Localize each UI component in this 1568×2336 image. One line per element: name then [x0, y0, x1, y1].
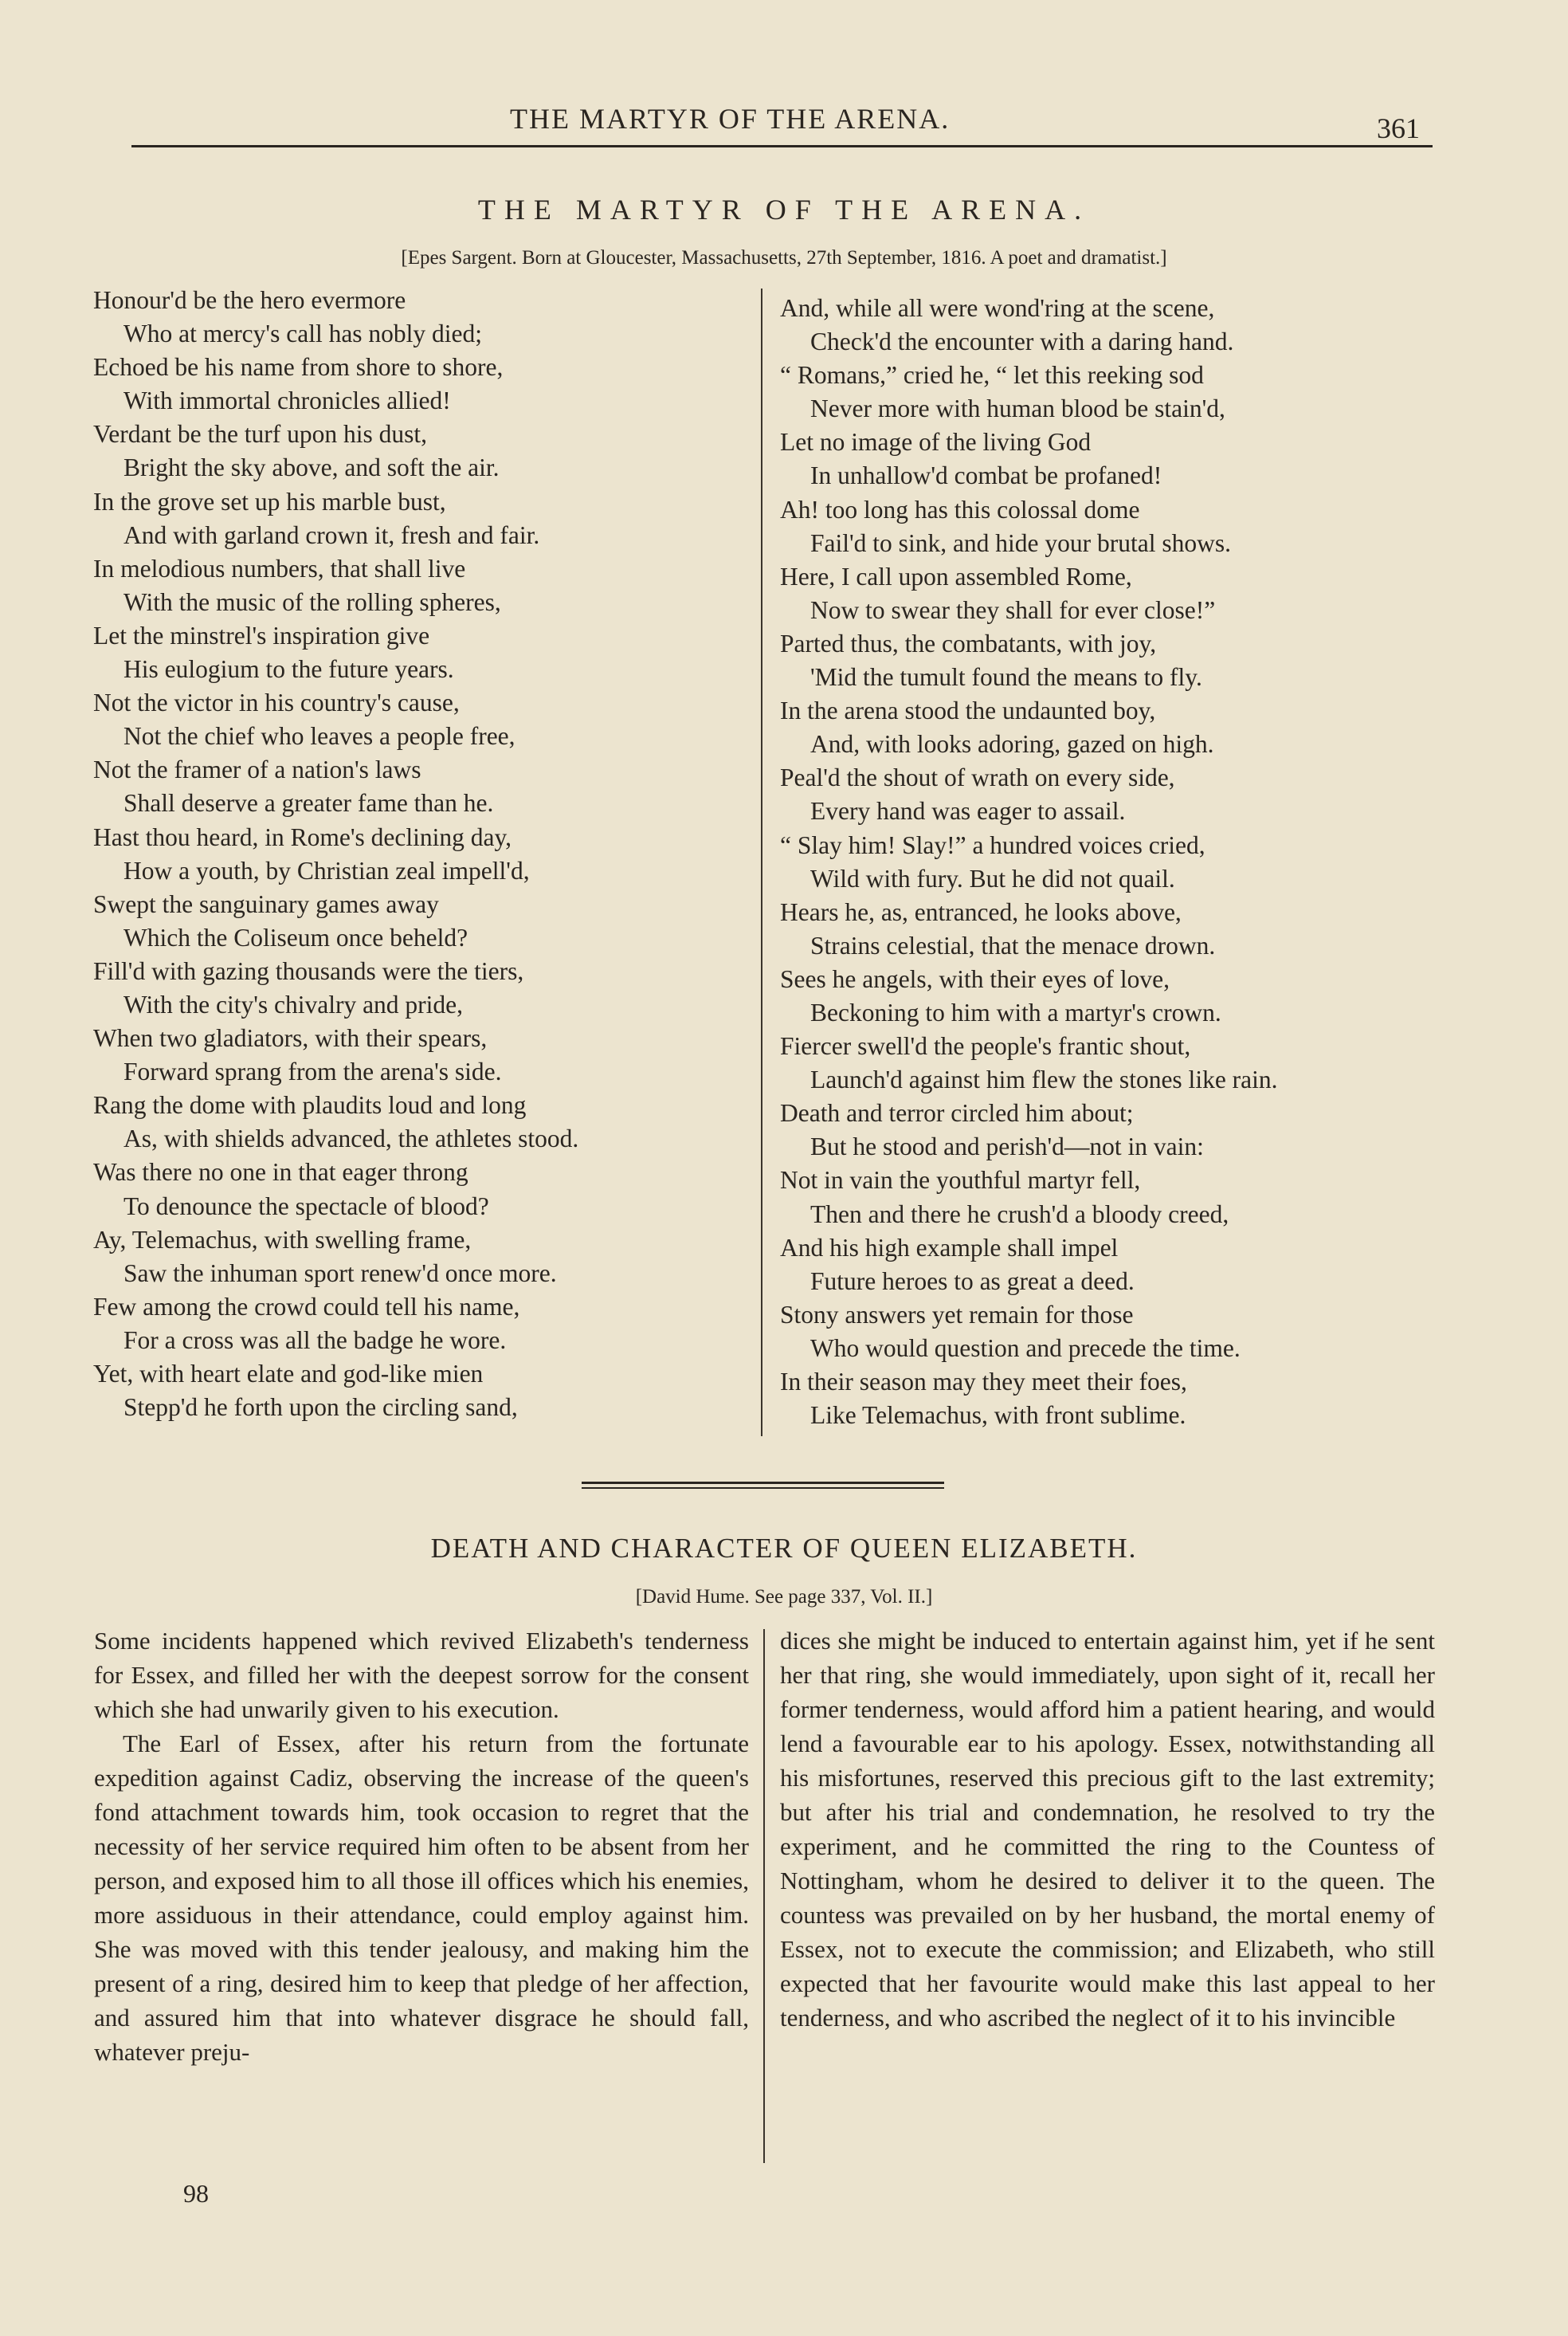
- poem-line: “ Romans,” cried he, “ let this reeking sod: [780, 361, 1204, 390]
- poem-attribution: [Epes Sargent. Born at Gloucester, Massachusetts, 27th September, 1816. A poet and dramatist.]: [401, 247, 1167, 269]
- essay-paragraph: The Earl of Essex, after his return from the fortunate expedition against Cadiz, observing the increase of the queen's fond attachment towards him, took occasion to regret that the necessity of her service required him often to be absent from her person, and exposed him to all those ill offices which his enemies, more assiduous in their attendance, could employ against him. She was moved with this tender jealousy, and making him the present of a ring, desired him to keep that pledge of her affection, and assured him that into whatever disgrace he should fall, whatever preju-: [94, 1729, 749, 2066]
- poem-line: Fill'd with gazing thousands were the tiers,: [93, 956, 524, 985]
- poem-line: With the city's chivalry and pride,: [123, 990, 464, 1019]
- poem-line: Forward sprang from the arena's side.: [123, 1058, 502, 1086]
- essay-right-column: [780, 1623, 1435, 2035]
- poem-line: Here, I call upon assembled Rome,: [780, 562, 1132, 591]
- poem-line: And, while all were wond'ring at the scene,: [780, 294, 1215, 322]
- poem-line: Saw the inhuman sport renew'd once more.: [123, 1258, 557, 1287]
- poem-line: Not the framer of a nation's laws: [93, 756, 421, 784]
- poem-line: Which the Coliseum once beheld?: [123, 923, 468, 952]
- poem-line: Hast thou heard, in Rome's declining day,: [93, 823, 512, 851]
- poem-line: Strains celestial, that the menace drown.: [810, 931, 1216, 960]
- poem-line: Verdant be the turf upon his dust,: [93, 420, 428, 449]
- poem-line: For a cross was all the badge he wore.: [123, 1325, 507, 1354]
- poem-line: Let no image of the living God: [780, 428, 1092, 457]
- poem-title: THE MARTYR OF THE ARENA.: [477, 194, 1091, 226]
- running-head: THE MARTYR OF THE ARENA.: [510, 103, 951, 135]
- poem-line: Stony answers yet remain for those: [780, 1300, 1134, 1329]
- page-number: 361: [1377, 112, 1420, 144]
- poem-line: To denounce the spectacle of blood?: [123, 1192, 489, 1220]
- poem-line: And with garland crown it, fresh and fair.: [123, 520, 540, 549]
- poem-line: But he stood and perish'd—not in vain:: [810, 1133, 1204, 1161]
- poem-line: And his high example shall impel: [780, 1233, 1119, 1262]
- poem-line: Death and terror circled him about;: [780, 1099, 1134, 1128]
- poem-line: Like Telemachus, with front sublime.: [810, 1401, 1186, 1430]
- poem-line: Yet, with heart elate and god-like mien: [93, 1360, 484, 1388]
- poem-line: Honour'd be the hero evermore: [93, 286, 406, 314]
- poem-line: Shall deserve a greater fame than he.: [123, 789, 494, 818]
- poem-line: Stepp'd he forth upon the circling sand,: [123, 1393, 518, 1422]
- essay-title: DEATH AND CHARACTER OF QUEEN ELIZABETH.: [430, 1533, 1138, 1564]
- poem-line: With the music of the rolling spheres,: [123, 587, 501, 616]
- poem-line: Few among the crowd could tell his name,: [93, 1292, 520, 1321]
- poem-line: Not in vain the youthful martyr fell,: [780, 1166, 1141, 1195]
- poem-line: Future heroes to as great a deed.: [810, 1266, 1135, 1295]
- poem-line: Sees he angels, with their eyes of love,: [780, 964, 1170, 993]
- poem-line: Launch'd against him flew the stones like rain.: [810, 1066, 1278, 1094]
- poem-line: Echoed be his name from shore to shore,: [93, 353, 504, 382]
- poem-line: Every hand was eager to assail.: [810, 797, 1126, 826]
- poem-line: Peal'd the shout of wrath on every side,: [780, 764, 1175, 792]
- poem-line: In unhallow'd combat be profaned!: [810, 461, 1162, 490]
- poem-line: Then and there he crush'd a bloody creed,: [810, 1199, 1229, 1228]
- poem-line: Check'd the encounter with a daring hand.: [810, 328, 1234, 356]
- poem-line: In melodious numbers, that shall live: [93, 554, 466, 583]
- signature-mark: 98: [183, 2179, 209, 2208]
- poem-line: Not the victor in his country's cause,: [93, 689, 460, 717]
- essay-left-column: [94, 1623, 749, 2069]
- poem-line: 'Mid the tumult found the means to fly.: [810, 663, 1202, 692]
- poem-column-divider: [761, 289, 762, 1436]
- poem-line: “ Slay him! Slay!” a hundred voices cried,: [780, 830, 1205, 859]
- poem-line: In the arena stood the undaunted boy,: [780, 697, 1156, 725]
- poem-line: Hears he, as, entranced, he looks above,: [780, 897, 1182, 926]
- poem-line: Ay, Telemachus, with swelling frame,: [93, 1225, 472, 1254]
- poem-line: Who would question and precede the time.: [810, 1333, 1241, 1362]
- essay-paragraph: Some incidents happened which revived Elizabeth's tenderness for Essex, and filled her with the deepest sorrow for the consent which she had unwarily given to his execution.: [94, 1627, 749, 1723]
- poem-line: Not the chief who leaves a people free,: [123, 722, 515, 751]
- poem-line: How a youth, by Christian zeal impell'd,: [123, 856, 530, 885]
- poem-line: Rang the dome with plaudits loud and long: [93, 1091, 527, 1120]
- poem-line: Swept the sanguinary games away: [93, 889, 439, 918]
- poem-line: When two gladiators, with their spears,: [93, 1024, 488, 1053]
- poem-line: Wild with fury. But he did not quail.: [810, 864, 1175, 893]
- poem-line: Now to swear they shall for ever close!”: [810, 595, 1216, 624]
- poem-line: With immortal chronicles allied!: [123, 387, 451, 415]
- poem-line: Who at mercy's call has nobly died;: [123, 320, 483, 348]
- poem-line: Ah! too long has this colossal dome: [780, 495, 1140, 524]
- essay-paragraph: dices she might be induced to entertain against him, yet if he sent her that ring, she would immediately, upon sight of it, recall her former tenderness, would afford him a patient hearing, and would lend a favourable ear to his apology. Essex, notwithstanding all his misfortunes, reserved this precious gift to the last extremity; but after his trial and condemnation, he resolved to try the experiment, and he committed the ring to the Countess of Nottingham, whom he desired to deliver it to the queen. The countess was prevailed on by her husband, the mortal enemy of Essex, not to execute the commission; and Elizabeth, who still expected that her favourite would make this last appeal to her tenderness, and who ascribed the neglect of it to his invincible: [780, 1627, 1435, 2032]
- poem-line: Fiercer swell'd the people's frantic shout,: [780, 1032, 1191, 1061]
- poem-line: His eulogium to the future years.: [123, 655, 454, 684]
- poem-line: Fail'd to sink, and hide your brutal shows.: [810, 528, 1232, 557]
- poem-line: Was there no one in that eager throng: [93, 1158, 468, 1187]
- poem-line: Let the minstrel's inspiration give: [93, 621, 430, 650]
- section-divider: [582, 1482, 944, 1489]
- poem-line: In the grove set up his marble bust,: [93, 487, 446, 516]
- poem-line: As, with shields advanced, the athletes stood.: [123, 1125, 579, 1153]
- essay-attribution: [David Hume. See page 337, Vol. II.]: [635, 1586, 933, 1608]
- poem-line: Parted thus, the combatants, with joy,: [780, 629, 1157, 658]
- poem-line: Beckoning to him with a martyr's crown.: [810, 998, 1221, 1027]
- poem-line: In their season may they meet their foes,: [780, 1368, 1187, 1396]
- poem-left-column: [93, 284, 578, 1424]
- poem-line: And, with looks adoring, gazed on high.: [810, 730, 1214, 759]
- essay-column-divider: [763, 1629, 765, 2163]
- poem-line: Bright the sky above, and soft the air.: [123, 453, 500, 482]
- poem-right-column: [780, 292, 1278, 1432]
- header-rule: [131, 145, 1433, 147]
- poem-line: Never more with human blood be stain'd,: [810, 395, 1225, 423]
